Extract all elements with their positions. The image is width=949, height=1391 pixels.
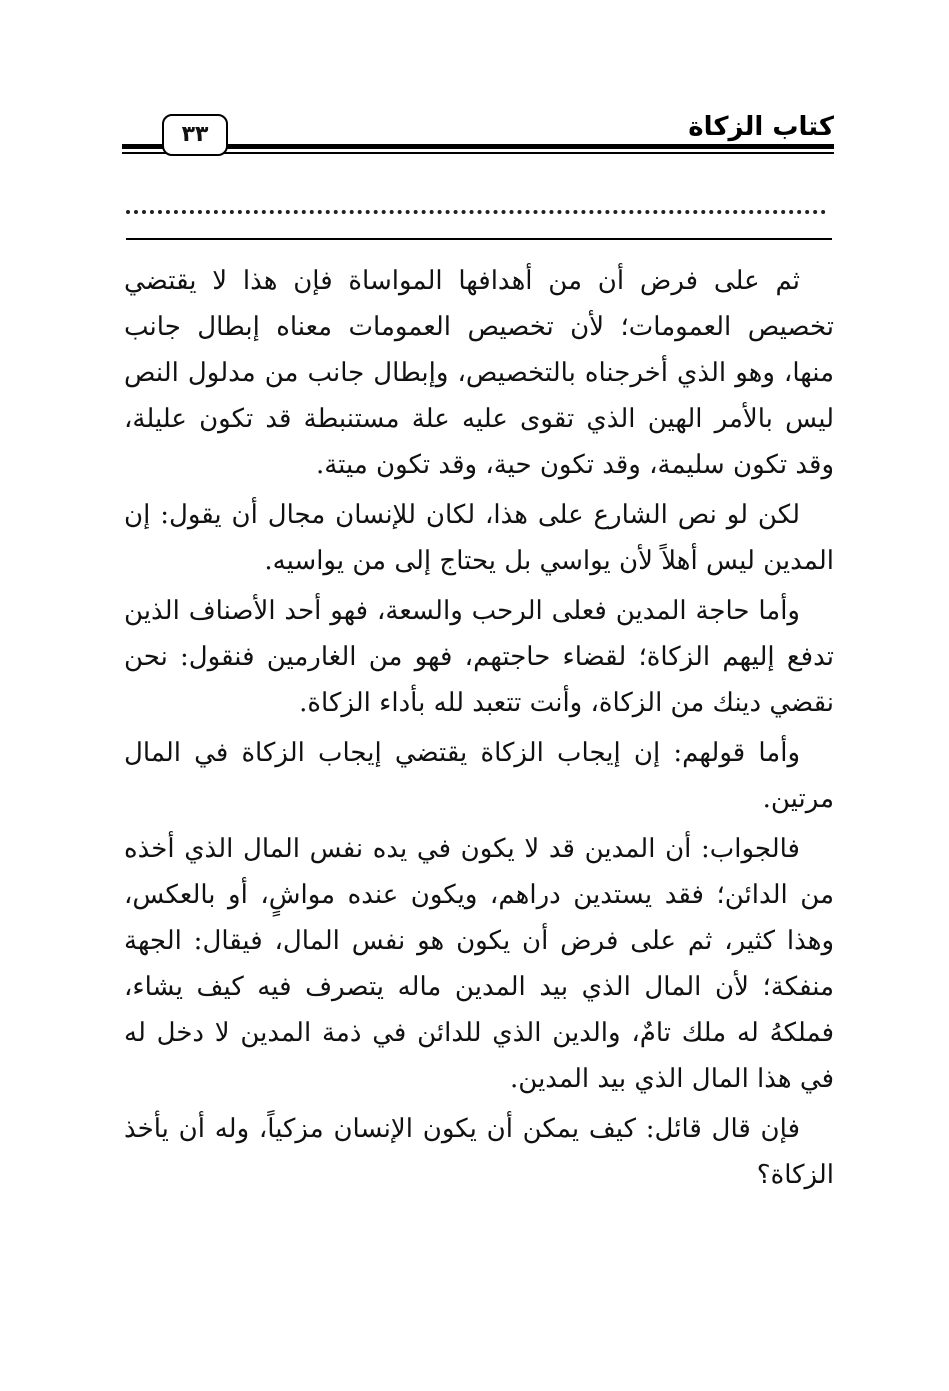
paragraph-5: فالجواب: أن المدين قد لا يكون في يده نفس المال الذي أخذه من الدائن؛ فقد يستدين دراهم، ويكون عنده مواشٍ، أو بالعكس، وهذا كثير، ثم على فرض أن يكون هو نفس المال، فيقال: الجهة منفكة؛ لأن المال الذي بيد المدين ماله يتصرف فيه كيف يشاء، فملكهُ له ملك تامٌ، والدين الذي للدائن في ذمة المدين لا دخل له في هذا المال الذي بيد المدين.	[124, 834, 834, 1094]
header-rule-thin	[122, 152, 834, 154]
paragraph-1: ثم على فرض أن من أهدافها المواساة فإن هذا لا يقتضي تخصيص العمومات؛ لأن تخصيص العمومات معناه إبطال جانب منها، وهو الذي أخرجناه بالتخصيص، وإبطال جانب من مدلول النص ليس بالأمر الهين الذي تقوى عليه علة مستنبطة قد تكون عليلة، وقد تكون سليمة، وقد تكون حية، وقد تكون ميتة.	[124, 266, 834, 480]
paragraph-2: لكن لو نص الشارع على هذا، لكان للإنسان مجال أن يقول: إن المدين ليس أهلاً لأن يواسي بل يحتاج إلى من يواسيه.	[124, 500, 834, 576]
page-number: ٣٣	[162, 114, 228, 156]
header-rule-thick	[122, 144, 834, 149]
book-title: كتاب الزكاة	[688, 112, 834, 142]
paragraph-4: وأما قولهم: إن إيجاب الزكاة يقتضي إيجاب الزكاة في المال مرتين.	[124, 738, 834, 814]
paragraph-3: وأما حاجة المدين فعلى الرحب والسعة، فهو أحد الأصناف الذين تدفع إليهم الزكاة؛ لقضاء حاجتهم، فهو من الغارمين فنقول: نحن نقضي دينك من الزكاة، وأنت تتعبد لله بأداء الزكاة.	[124, 596, 834, 718]
body-text	[124, 258, 834, 1202]
separator-line	[126, 238, 832, 240]
paragraph-6: فإن قال قائل: كيف يمكن أن يكون الإنسان مزكياً، وله أن يأخذ الزكاة؟	[124, 1114, 834, 1190]
dotted-separator	[126, 190, 826, 214]
page-header	[122, 110, 834, 166]
